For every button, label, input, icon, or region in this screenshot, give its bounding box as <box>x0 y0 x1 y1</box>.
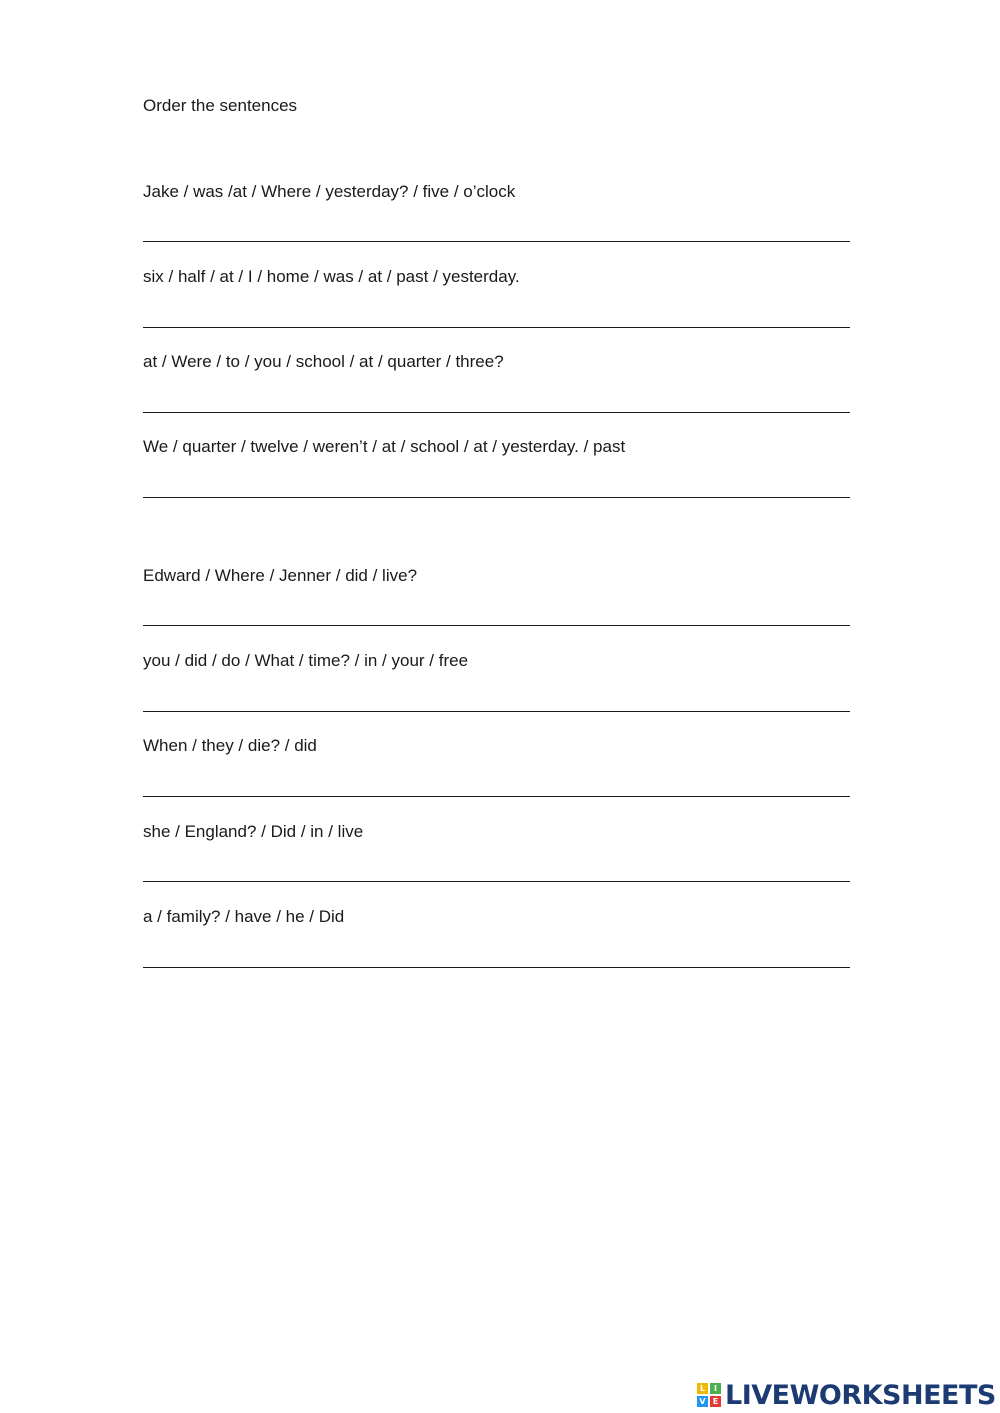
sentence-prompt-7: When / they / die? / did <box>143 736 317 755</box>
answer-line-3[interactable] <box>143 412 850 413</box>
answer-line-5[interactable] <box>143 625 850 626</box>
sentence-prompt-1: Jake / was /at / Where / yesterday? / five / o’clock <box>143 182 516 201</box>
sentence-prompt-2: six / half / at / I / home / was / at / past / yesterday. <box>143 267 520 286</box>
sentence-prompt-3: at / Were / to / you / school / at / quarter / three? <box>143 352 504 371</box>
logo-tile: L <box>697 1383 708 1394</box>
liveworksheets-logo <box>697 1378 996 1412</box>
page-title: Order the sentences <box>143 96 298 115</box>
sentence-prompt-4: We / quarter / twelve / weren’t / at / school / at / yesterday. / past <box>143 437 626 456</box>
answer-line-4[interactable] <box>143 497 850 498</box>
answer-line-2[interactable] <box>143 327 850 328</box>
answer-line-6[interactable] <box>143 711 850 712</box>
liveworksheets-logo-icon <box>697 1383 721 1407</box>
sentence-prompt-6: you / did / do / What / time? / in / your / free <box>143 651 469 670</box>
sentence-prompt-5: Edward / Where / Jenner / did / live? <box>143 566 418 585</box>
logo-tile: I <box>710 1383 721 1394</box>
logo-tile: V <box>697 1396 708 1407</box>
logo-tile: E <box>710 1396 721 1407</box>
answer-line-8[interactable] <box>143 881 850 882</box>
answer-line-9[interactable] <box>143 967 850 968</box>
logo-text: LIVEWORKSHEETS <box>725 1379 996 1411</box>
sentence-prompt-9: a / family? / have / he / Did <box>143 907 345 926</box>
sentence-prompt-8: she / England? / Did / in / live <box>143 822 364 841</box>
answer-line-1[interactable] <box>143 241 850 242</box>
answer-line-7[interactable] <box>143 796 850 797</box>
